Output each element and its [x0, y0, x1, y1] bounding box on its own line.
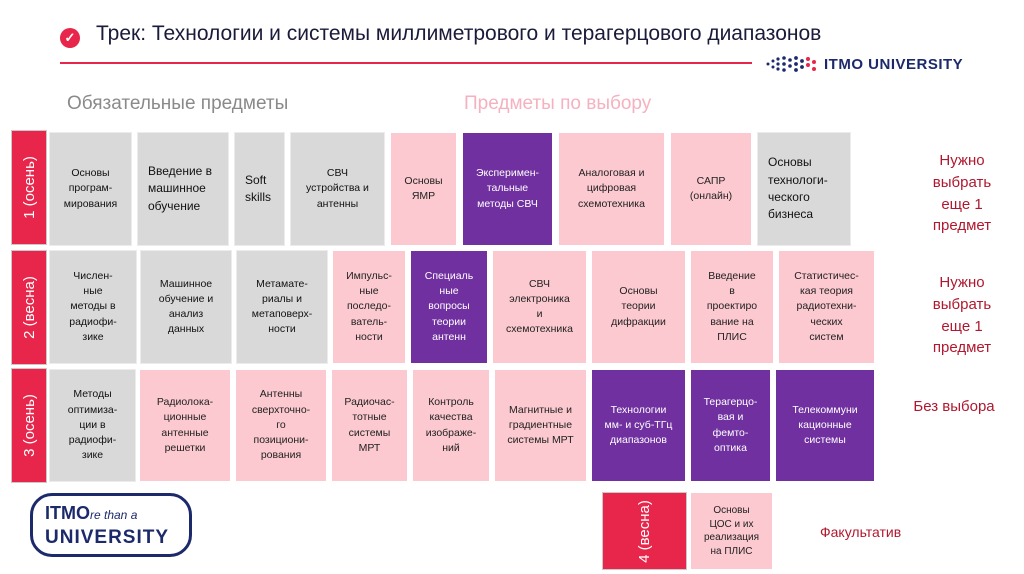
- semester-label-1: 1 (осень): [11, 130, 47, 245]
- course-1-2: Введение в машинное обучение: [137, 132, 229, 246]
- title-underline: [60, 62, 752, 64]
- check-icon: ✓: [60, 28, 80, 48]
- course-1-1: Основы програм- мирования: [49, 132, 132, 246]
- note-semester-2: Нужно выбрать еще 1 предмет: [932, 274, 992, 357]
- semester-label-3: 3 (осень): [11, 368, 47, 483]
- course-1-7: Аналоговая и цифровая схемотехника: [558, 132, 665, 246]
- course-2-8: Введение в проектиро вание на ПЛИС: [690, 250, 774, 364]
- semester-label-4: 4 (весна): [602, 492, 687, 570]
- course-2-2: Машинное обучение и анализ данных: [140, 250, 232, 364]
- logo-text: ITMO UNIVERSITY: [824, 55, 964, 73]
- note-semester-4: Факультатив: [820, 524, 902, 540]
- course-3-9: Телекоммуни кационные системы: [775, 369, 875, 482]
- elective-heading: Предметы по выбору: [464, 93, 652, 114]
- course-3-8: Терагерцо- вая и фемто- оптика: [690, 369, 771, 482]
- course-3-2: Радиолока- ционные антенные решетки: [139, 369, 231, 482]
- itmo-logo-top: [764, 50, 1014, 78]
- course-2-6: СВЧ электроника и схемотехника: [492, 250, 587, 364]
- course-3-5: Контроль качества изображе- ний: [412, 369, 490, 482]
- course-2-4: Импульс- ные последо- ватель- ности: [332, 250, 406, 364]
- course-3-4: Радиочас- тотные системы МРТ: [331, 369, 408, 482]
- course-1-6: Эксперимен- тальные методы СВЧ: [462, 132, 553, 246]
- course-2-1: Числен- ные методы в радиофи- зике: [49, 250, 137, 364]
- course-3-3: Антенны сверхточно- го позициони- рования: [235, 369, 327, 482]
- course-1-9: Основы технологи- ческого бизнеса: [757, 132, 851, 246]
- course-1-4: СВЧ устройства и антенны: [290, 132, 385, 246]
- course-1-3: Soft skills: [234, 132, 285, 246]
- semester-label-2: 2 (весна): [11, 250, 47, 365]
- note-semester-1: Нужно выбрать еще 1 предмет: [932, 152, 992, 235]
- itmo-logo-bottom: ITMOre than a UNIVERSITY: [30, 493, 192, 557]
- required-heading: Обязательные предметы: [67, 93, 289, 114]
- course-3-7: Технологии мм- и суб-ТГц диапазонов: [591, 369, 686, 482]
- course-4-1: Основы ЦОС и их реализация на ПЛИС: [690, 492, 773, 570]
- course-1-5: Основы ЯМР: [390, 132, 457, 246]
- course-3-6: Магнитные и градиентные системы МРТ: [494, 369, 587, 482]
- course-3-1: Методы оптимиза- ции в радиофи- зике: [49, 369, 136, 482]
- page-title: Трек: Технологии и системы миллиметрового и терагерцового диапазонов: [96, 22, 822, 45]
- course-2-9: Статистичес- кая теория радиотехни- ческих систем: [778, 250, 875, 364]
- course-2-3: Метамате- риалы и метаповерх- ности: [236, 250, 328, 364]
- note-semester-3: Без выбора: [913, 398, 995, 415]
- logo-dots-icon: [764, 54, 824, 74]
- course-2-7: Основы теории дифракции: [591, 250, 686, 364]
- course-1-8: САПР (онлайн): [670, 132, 752, 246]
- course-2-5: Специаль ные вопросы теории антенн: [410, 250, 488, 364]
